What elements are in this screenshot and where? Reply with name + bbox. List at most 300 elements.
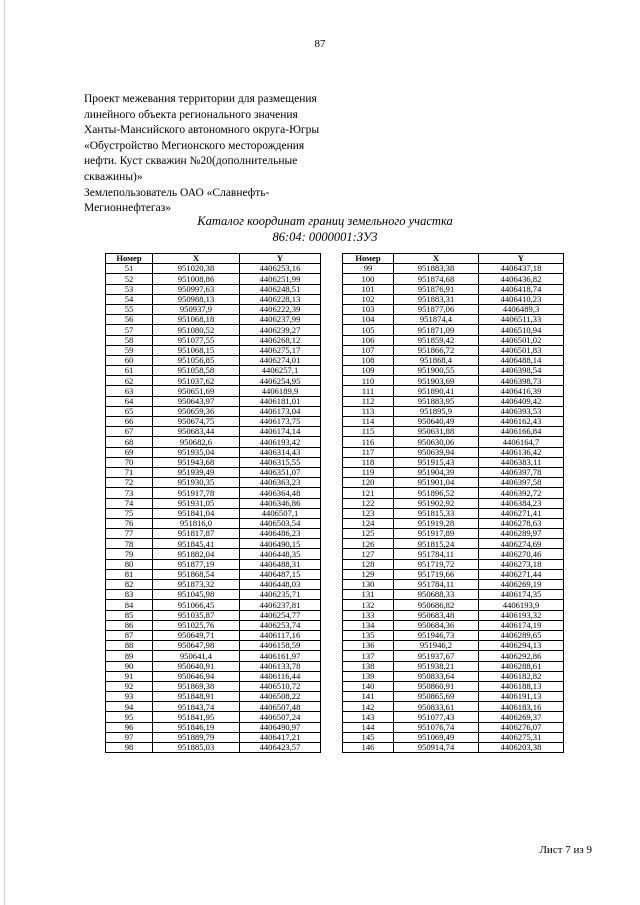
table-row xyxy=(343,508,564,518)
table-row xyxy=(106,437,321,447)
cell-x: 951939,49 xyxy=(153,467,240,477)
cell-x: 951877,06 xyxy=(394,304,479,314)
table-row xyxy=(106,396,321,406)
cell-number: 63 xyxy=(106,386,153,396)
cell-y: 4406398,73 xyxy=(479,376,564,386)
cell-y: 4406294,13 xyxy=(479,641,564,651)
column-header-y: Y xyxy=(240,254,321,264)
cell-x: 951871,09 xyxy=(394,325,479,335)
table-row xyxy=(106,518,321,528)
table-row xyxy=(343,600,564,610)
cell-y: 4406166,84 xyxy=(479,427,564,437)
table-row xyxy=(343,447,564,457)
cell-y: 4406136,42 xyxy=(479,447,564,457)
cell-number: 79 xyxy=(106,549,153,559)
cell-number: 62 xyxy=(106,376,153,386)
cell-y: 4406174,19 xyxy=(479,620,564,630)
table-row xyxy=(106,386,321,396)
table-row xyxy=(106,498,321,508)
cell-number: 81 xyxy=(106,569,153,579)
table-row xyxy=(106,335,321,345)
cell-x: 950682,6 xyxy=(153,437,240,447)
cell-number: 100 xyxy=(343,274,394,284)
table-row xyxy=(343,294,564,304)
cell-y: 4406508,22 xyxy=(240,692,321,702)
cell-y: 4406173,04 xyxy=(240,406,321,416)
table-row xyxy=(343,335,564,345)
cell-number: 135 xyxy=(343,630,394,640)
cell-x: 951076,74 xyxy=(394,722,479,732)
header-line: нефти. Куст скважин №20(дополнительные xyxy=(84,155,298,168)
table-row xyxy=(106,406,321,416)
cell-x: 951069,49 xyxy=(394,732,479,742)
cell-y: 4406363,23 xyxy=(240,478,321,488)
cell-number: 61 xyxy=(106,366,153,376)
cell-y: 4406315,55 xyxy=(240,457,321,467)
cell-x: 950651,69 xyxy=(153,386,240,396)
cell-x: 950833,64 xyxy=(394,671,479,681)
cell-number: 65 xyxy=(106,406,153,416)
cell-x: 951841,04 xyxy=(153,508,240,518)
cell-number: 76 xyxy=(106,518,153,528)
cell-y: 4406418,74 xyxy=(479,284,564,294)
table-row xyxy=(106,681,321,691)
table-row xyxy=(106,620,321,630)
table-row xyxy=(343,437,564,447)
cell-y: 4406228,13 xyxy=(240,294,321,304)
cell-x: 950647,98 xyxy=(153,641,240,651)
table-row xyxy=(343,457,564,467)
cell-y: 4406489,3 xyxy=(479,304,564,314)
cell-x: 951035,87 xyxy=(153,610,240,620)
cell-x: 951874,4 xyxy=(394,315,479,325)
cell-x: 951719,72 xyxy=(394,559,479,569)
cell-y: 4406161,97 xyxy=(240,651,321,661)
cell-number: 124 xyxy=(343,518,394,528)
sheet-footer: Лист 7 из 9 xyxy=(539,844,592,856)
cell-number: 126 xyxy=(343,539,394,549)
cell-x: 951890,41 xyxy=(394,386,479,396)
cell-x: 951917,89 xyxy=(394,529,479,539)
cell-y: 4406289,65 xyxy=(479,630,564,640)
table-row xyxy=(106,315,321,325)
table-row xyxy=(106,529,321,539)
table-row xyxy=(343,417,564,427)
table-row xyxy=(343,651,564,661)
cell-y: 4406253,16 xyxy=(240,264,321,274)
table-row xyxy=(343,396,564,406)
table-row xyxy=(343,559,564,569)
cell-number: 134 xyxy=(343,620,394,630)
cell-y: 4406488,31 xyxy=(240,559,321,569)
cell-number: 84 xyxy=(106,600,153,610)
cell-x: 950683,48 xyxy=(394,610,479,620)
cell-y: 4406510,72 xyxy=(240,681,321,691)
cell-number: 98 xyxy=(106,743,153,753)
cell-x: 951931,05 xyxy=(153,498,240,508)
cell-y: 4406384,23 xyxy=(479,498,564,508)
cell-x: 951876,91 xyxy=(394,284,479,294)
cell-y: 4406503,54 xyxy=(240,518,321,528)
header-line: Мегионнефтегаз» xyxy=(84,202,172,215)
cell-y: 4406193,9 xyxy=(479,600,564,610)
table-row xyxy=(106,345,321,355)
cell-number: 140 xyxy=(343,681,394,691)
table-row xyxy=(343,315,564,325)
cell-x: 951900,55 xyxy=(394,366,479,376)
table-row xyxy=(106,294,321,304)
cell-number: 125 xyxy=(343,529,394,539)
cell-x: 951930,35 xyxy=(153,478,240,488)
cell-y: 4406268,12 xyxy=(240,335,321,345)
cell-x: 950643,97 xyxy=(153,396,240,406)
cell-number: 122 xyxy=(343,498,394,508)
cell-x: 950640,49 xyxy=(394,417,479,427)
table-row xyxy=(343,498,564,508)
cell-y: 4406437,18 xyxy=(479,264,564,274)
table-row xyxy=(343,620,564,630)
cell-y: 4406269,37 xyxy=(479,712,564,722)
page-edge-line xyxy=(4,0,5,905)
cell-number: 139 xyxy=(343,671,394,681)
cell-x: 950860,91 xyxy=(394,681,479,691)
cell-x: 951068,15 xyxy=(153,345,240,355)
cell-x: 951938,21 xyxy=(394,661,479,671)
cell-y: 4406448,35 xyxy=(240,549,321,559)
cell-number: 129 xyxy=(343,569,394,579)
cell-x: 951873,32 xyxy=(153,580,240,590)
cell-x: 951901,04 xyxy=(394,478,479,488)
cell-number: 68 xyxy=(106,437,153,447)
cell-y: 4406271,41 xyxy=(479,508,564,518)
cell-x: 951946,73 xyxy=(394,630,479,640)
cell-number: 119 xyxy=(343,467,394,477)
cell-y: 4406193,32 xyxy=(479,610,564,620)
cell-y: 4406116,44 xyxy=(240,671,321,681)
table-row xyxy=(343,743,564,753)
cell-number: 55 xyxy=(106,304,153,314)
table-row xyxy=(343,284,564,294)
cell-y: 4406393,53 xyxy=(479,406,564,416)
cell-y: 4406133,78 xyxy=(240,661,321,671)
cell-number: 85 xyxy=(106,610,153,620)
cell-x: 951877,19 xyxy=(153,559,240,569)
cell-x: 950865,69 xyxy=(394,692,479,702)
cell-x: 951896,52 xyxy=(394,488,479,498)
cell-y: 4406174,14 xyxy=(240,427,321,437)
cell-number: 127 xyxy=(343,549,394,559)
cell-y: 4406398,54 xyxy=(479,366,564,376)
cell-x: 950937,9 xyxy=(153,304,240,314)
cell-y: 4406271,44 xyxy=(479,569,564,579)
cell-x: 950688,33 xyxy=(394,590,479,600)
table-row xyxy=(343,580,564,590)
cell-y: 4406235,71 xyxy=(240,590,321,600)
cell-x: 951008,86 xyxy=(153,274,240,284)
table-row xyxy=(106,692,321,702)
cell-number: 51 xyxy=(106,264,153,274)
cell-y: 4406253,74 xyxy=(240,620,321,630)
table-header-row xyxy=(106,254,321,264)
table-row xyxy=(106,457,321,467)
cell-x: 950914,74 xyxy=(394,743,479,753)
cell-x: 951077,55 xyxy=(153,335,240,345)
cell-x: 951845,41 xyxy=(153,539,240,549)
cell-number: 54 xyxy=(106,294,153,304)
cell-x: 951859,42 xyxy=(394,335,479,345)
cell-x: 950684,36 xyxy=(394,620,479,630)
table-row xyxy=(106,651,321,661)
table-row xyxy=(343,549,564,559)
table-row xyxy=(106,590,321,600)
table-row xyxy=(343,569,564,579)
cell-number: 105 xyxy=(343,325,394,335)
cell-y: 4406269,19 xyxy=(479,580,564,590)
catalog-title-text: Каталог координат границ земельного участка xyxy=(197,214,453,228)
column-header-number: Номер xyxy=(106,254,153,264)
cell-number: 60 xyxy=(106,355,153,365)
cell-x: 951868,4 xyxy=(394,355,479,365)
table-row xyxy=(106,304,321,314)
cell-y: 4406222,39 xyxy=(240,304,321,314)
cell-x: 950988,13 xyxy=(153,294,240,304)
cell-number: 142 xyxy=(343,702,394,712)
cell-x: 951889,79 xyxy=(153,732,240,742)
table-row xyxy=(343,366,564,376)
table-row xyxy=(343,671,564,681)
table-row xyxy=(106,630,321,640)
cell-y: 4406164,7 xyxy=(479,437,564,447)
cell-y: 4406189,9 xyxy=(240,386,321,396)
cell-y: 4406251,99 xyxy=(240,274,321,284)
cell-x: 950683,44 xyxy=(153,427,240,437)
cell-number: 94 xyxy=(106,702,153,712)
header-line: Проект межевания территории для размещения xyxy=(84,93,317,105)
cell-y: 4406183,16 xyxy=(479,702,564,712)
cell-x: 951080,52 xyxy=(153,325,240,335)
table-row xyxy=(343,692,564,702)
cell-number: 73 xyxy=(106,488,153,498)
cell-x: 951815,24 xyxy=(394,539,479,549)
table-row xyxy=(106,427,321,437)
cell-number: 108 xyxy=(343,355,394,365)
table-row xyxy=(106,488,321,498)
cell-x: 951919,28 xyxy=(394,518,479,528)
cell-y: 4406314,43 xyxy=(240,447,321,457)
cell-number: 118 xyxy=(343,457,394,467)
table-row xyxy=(106,264,321,274)
cell-y: 4406501,02 xyxy=(479,335,564,345)
cell-y: 4406276,07 xyxy=(479,722,564,732)
cell-number: 113 xyxy=(343,406,394,416)
cell-x: 951846,19 xyxy=(153,722,240,732)
cell-number: 112 xyxy=(343,396,394,406)
table-row xyxy=(343,406,564,416)
cell-number: 66 xyxy=(106,417,153,427)
table-row xyxy=(343,610,564,620)
column-header-x: X xyxy=(153,254,240,264)
column-header-x: X xyxy=(394,254,479,264)
cell-y: 4406278,63 xyxy=(479,518,564,528)
page-number: 87 xyxy=(314,38,326,50)
table-row xyxy=(343,661,564,671)
cell-y: 4406270,46 xyxy=(479,549,564,559)
cell-x: 951815,33 xyxy=(394,508,479,518)
cell-number: 82 xyxy=(106,580,153,590)
cell-number: 114 xyxy=(343,417,394,427)
cell-number: 75 xyxy=(106,508,153,518)
table-row xyxy=(343,488,564,498)
cell-y: 4406254,95 xyxy=(240,376,321,386)
cell-y: 4406273,18 xyxy=(479,559,564,569)
coordinates-table-left xyxy=(105,253,321,753)
table-row xyxy=(106,641,321,651)
table-row xyxy=(106,355,321,365)
cell-x: 951885,03 xyxy=(153,743,240,753)
table-row xyxy=(343,681,564,691)
table-row xyxy=(106,467,321,477)
cell-y: 4406182,82 xyxy=(479,671,564,681)
cell-x: 951935,04 xyxy=(153,447,240,457)
cell-y: 4406174,35 xyxy=(479,590,564,600)
cell-number: 93 xyxy=(106,692,153,702)
table-row xyxy=(106,366,321,376)
table-row xyxy=(106,284,321,294)
cell-y: 4406188,13 xyxy=(479,681,564,691)
cell-x: 951869,38 xyxy=(153,681,240,691)
cell-y: 4406487,15 xyxy=(240,569,321,579)
cell-number: 131 xyxy=(343,590,394,600)
cell-number: 71 xyxy=(106,467,153,477)
cell-number: 52 xyxy=(106,274,153,284)
cell-number: 95 xyxy=(106,712,153,722)
cell-x: 951915,43 xyxy=(394,457,479,467)
cell-x: 951868,54 xyxy=(153,569,240,579)
cell-number: 102 xyxy=(343,294,394,304)
cell-y: 4406488,14 xyxy=(479,355,564,365)
cell-x: 950649,71 xyxy=(153,630,240,640)
table-row xyxy=(343,518,564,528)
cell-x: 951784,11 xyxy=(394,549,479,559)
cell-number: 72 xyxy=(106,478,153,488)
header-line: Ханты-Мансийского автономного округа-Югры xyxy=(84,124,320,137)
cell-y: 4406257,1 xyxy=(240,366,321,376)
cell-x: 950639,94 xyxy=(394,447,479,457)
cell-y: 4406397,58 xyxy=(479,478,564,488)
table-row xyxy=(343,325,564,335)
cell-number: 64 xyxy=(106,396,153,406)
cell-y: 4406448,03 xyxy=(240,580,321,590)
table-row xyxy=(106,478,321,488)
cell-number: 130 xyxy=(343,580,394,590)
cell-number: 101 xyxy=(343,284,394,294)
cell-y: 4406507,1 xyxy=(240,508,321,518)
table-row xyxy=(343,641,564,651)
cell-x: 950997,63 xyxy=(153,284,240,294)
cell-y: 4406501,83 xyxy=(479,345,564,355)
table-row xyxy=(106,539,321,549)
table-row xyxy=(343,732,564,742)
cell-number: 74 xyxy=(106,498,153,508)
cell-number: 77 xyxy=(106,529,153,539)
cell-number: 111 xyxy=(343,386,394,396)
cell-x: 951058,58 xyxy=(153,366,240,376)
cell-x: 951937,67 xyxy=(394,651,479,661)
cell-number: 106 xyxy=(343,335,394,345)
cell-number: 137 xyxy=(343,651,394,661)
cell-number: 103 xyxy=(343,304,394,314)
table-row xyxy=(343,630,564,640)
column-header-y: Y xyxy=(479,254,564,264)
cell-y: 4406237,99 xyxy=(240,315,321,325)
cell-number: 104 xyxy=(343,315,394,325)
table-row xyxy=(343,386,564,396)
cell-x: 951883,95 xyxy=(394,396,479,406)
cell-number: 59 xyxy=(106,345,153,355)
cell-y: 4406486,23 xyxy=(240,529,321,539)
cell-number: 91 xyxy=(106,671,153,681)
cell-number: 78 xyxy=(106,539,153,549)
cell-y: 4406254,77 xyxy=(240,610,321,620)
cell-y: 4406181,01 xyxy=(240,396,321,406)
table-row xyxy=(106,580,321,590)
cell-number: 132 xyxy=(343,600,394,610)
cell-number: 88 xyxy=(106,641,153,651)
table-row xyxy=(106,732,321,742)
cell-number: 80 xyxy=(106,559,153,569)
table-row xyxy=(343,264,564,274)
cell-x: 951020,38 xyxy=(153,264,240,274)
table-row xyxy=(343,722,564,732)
cell-x: 951784,11 xyxy=(394,580,479,590)
table-row xyxy=(343,376,564,386)
table-row xyxy=(106,417,321,427)
cell-x: 951719,66 xyxy=(394,569,479,579)
table-row xyxy=(106,508,321,518)
cell-y: 4406158,59 xyxy=(240,641,321,651)
cell-x: 950630,06 xyxy=(394,437,479,447)
cell-x: 951902,92 xyxy=(394,498,479,508)
cell-y: 4406397,78 xyxy=(479,467,564,477)
cell-x: 950686,82 xyxy=(394,600,479,610)
cell-x: 951883,38 xyxy=(394,264,479,274)
cell-number: 107 xyxy=(343,345,394,355)
cell-y: 4406275,31 xyxy=(479,732,564,742)
cell-number: 146 xyxy=(343,743,394,753)
cell-number: 86 xyxy=(106,620,153,630)
catalog-title xyxy=(180,213,470,245)
cell-y: 4406436,82 xyxy=(479,274,564,284)
cell-number: 67 xyxy=(106,427,153,437)
cell-number: 123 xyxy=(343,508,394,518)
table-row xyxy=(106,569,321,579)
cell-number: 58 xyxy=(106,335,153,345)
cadastral-number: 86:04: 0000001:ЗУ3 xyxy=(272,230,378,244)
cell-y: 4406423,57 xyxy=(240,743,321,753)
cell-x: 951816,0 xyxy=(153,518,240,528)
cell-y: 4406193,42 xyxy=(240,437,321,447)
cell-number: 56 xyxy=(106,315,153,325)
table-row xyxy=(343,529,564,539)
table-row xyxy=(106,743,321,753)
cell-number: 97 xyxy=(106,732,153,742)
cell-x: 951066,45 xyxy=(153,600,240,610)
cell-number: 110 xyxy=(343,376,394,386)
cell-number: 92 xyxy=(106,681,153,691)
cell-number: 144 xyxy=(343,722,394,732)
cell-x: 951917,78 xyxy=(153,488,240,498)
cell-x: 951848,91 xyxy=(153,692,240,702)
